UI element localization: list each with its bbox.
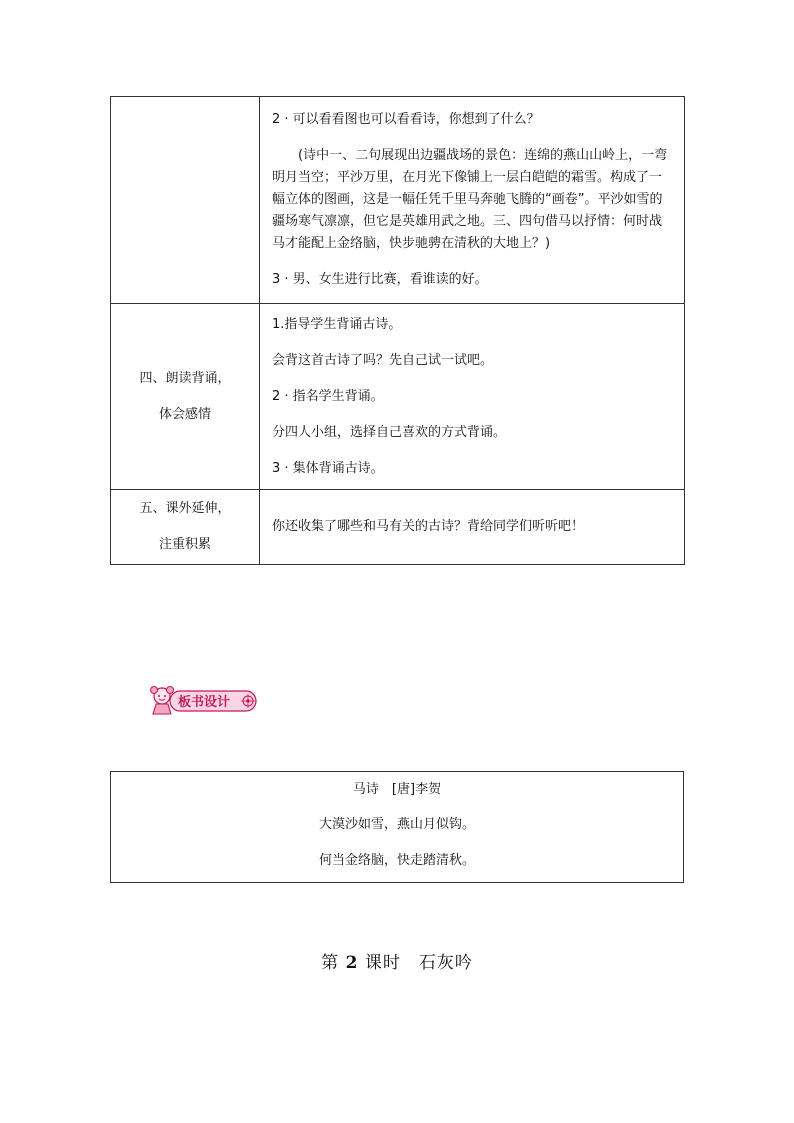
table-row: [111, 304, 685, 490]
step-item: 会背这首古诗了吗？先自己试一试吧。: [272, 352, 494, 368]
step-item: 1.指导学生背诵古诗。: [272, 316, 402, 332]
stage-title: 五、课外延伸，: [139, 501, 231, 516]
table-row: [111, 490, 685, 565]
poem-analysis: (诗中一、二句展现出边疆战场的景色：连绵的燕山山岭上，一弯明月当空；平沙万里，在月光下像铺上一层白皑皑的霜雪。构成了一幅立体的图画，这是一幅任凭千里马奔驰飞腾的“画卷”。平沙如雪的疆场寒气凛凛，但它是英雄用武之地。三、四句借马以抒情：何时战马才能配上金络脑，快步驰骋在清秋的大地上？): [272, 148, 668, 251]
blackboard-design-badge: [148, 683, 260, 717]
step-item: 2 · 指名学生背诵。: [272, 388, 384, 404]
content-cell: [260, 490, 685, 565]
question-2: 2 · 可以看看图也可以看看诗，你想到了什么？: [272, 112, 540, 127]
content-cell: [260, 97, 685, 304]
question-3: 3 · 男、女生进行比赛，看谁读的好。: [272, 272, 488, 287]
blackboard-box: [110, 771, 684, 883]
title-prefix: 第: [321, 953, 346, 973]
step-item: 分四人小组，选择自己喜欢的方式背诵。: [272, 424, 507, 440]
stage-title: 四、朗读背诵，: [139, 370, 231, 386]
lesson-plan-table: [110, 96, 685, 565]
girl-mascot-icon: [148, 683, 260, 717]
poem-line-2: 何当金络脑，快走踏清秋。: [318, 853, 475, 868]
stage-cell: [111, 304, 260, 490]
badge-label: 板书设计: [178, 695, 231, 710]
poem-line-1: 大漠沙如雪，燕山月似钩。: [318, 817, 475, 832]
stage-cell: [111, 97, 260, 304]
extension-text: 你还收集了哪些和马有关的古诗？背给同学们听听吧！: [272, 519, 585, 534]
next-lesson-title: [0, 948, 794, 973]
stage-cell: [111, 490, 260, 565]
stage-subtitle: 注重积累: [158, 537, 211, 552]
stage-subtitle: 体会感情: [158, 406, 211, 422]
lesson-number: 2: [345, 953, 359, 973]
content-cell: [260, 304, 685, 490]
step-item: 3 · 集体背诵古诗。: [272, 460, 384, 476]
title-suffix: 课时 石灰吟: [358, 953, 473, 973]
poem-title: 马诗 [唐]李贺: [352, 782, 442, 797]
table-row: [111, 97, 685, 304]
